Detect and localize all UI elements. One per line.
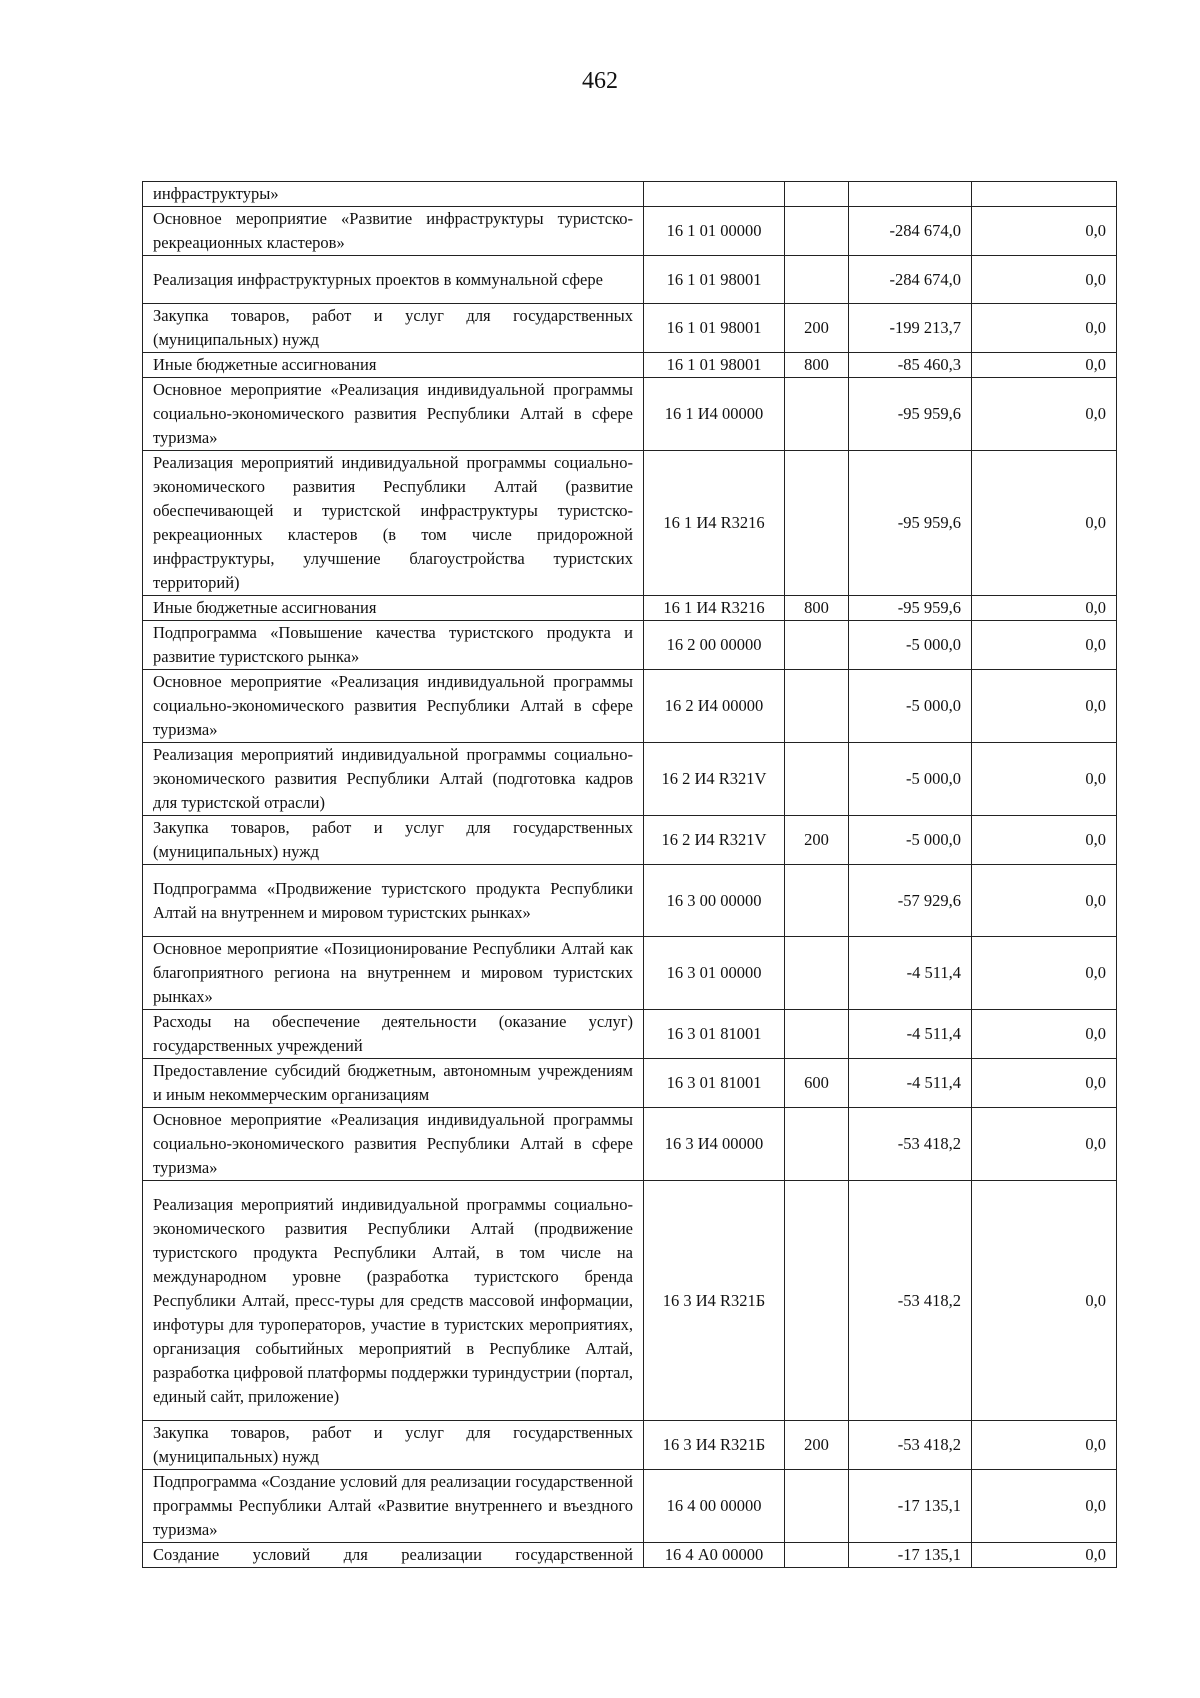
row-code: 16 1 01 98001	[644, 256, 785, 304]
row-code: 16 3 И4 R321Б	[644, 1421, 785, 1470]
row-amount-1: -53 418,2	[849, 1108, 972, 1181]
table-row	[143, 865, 1117, 937]
row-name: инфраструктуры»	[143, 182, 644, 207]
row-name: Основное мероприятие «Позиционирование Республики Алтай как благоприятного региона на внутреннем и мировом туристских рынках»	[143, 937, 644, 1010]
row-code: 16 3 01 81001	[644, 1059, 785, 1108]
row-amount-1: -95 959,6	[849, 596, 972, 621]
row-expense-type	[785, 743, 849, 816]
row-name: Закупка товаров, работ и услуг для государственных (муниципальных) нужд	[143, 304, 644, 353]
row-amount-2	[972, 182, 1117, 207]
row-code: 16 2 И4 R321V	[644, 816, 785, 865]
row-amount-1	[849, 182, 972, 207]
row-name: Основное мероприятие «Развитие инфраструктуры туристско-рекреационных кластеров»	[143, 207, 644, 256]
row-code: 16 1 И4 R3216	[644, 596, 785, 621]
row-code: 16 1 И4 R3216	[644, 451, 785, 596]
row-expense-type: 800	[785, 353, 849, 378]
row-expense-type	[785, 1181, 849, 1421]
row-name: Основное мероприятие «Реализация индивидуальной программы социально-экономического развития Республики Алтай в сфере туризма»	[143, 1108, 644, 1181]
row-amount-1: -4 511,4	[849, 1059, 972, 1108]
row-name: Основное мероприятие «Реализация индивидуальной программы социально-экономического развития Республики Алтай в сфере туризма»	[143, 378, 644, 451]
table-row	[143, 937, 1117, 1010]
row-expense-type	[785, 1470, 849, 1543]
row-expense-type: 600	[785, 1059, 849, 1108]
row-expense-type	[785, 670, 849, 743]
row-expense-type	[785, 207, 849, 256]
row-name: Подпрограмма «Создание условий для реализации государственной программы Республики Алтай «Развитие внутреннего и въездного туризма»	[143, 1470, 644, 1543]
row-amount-1: -53 418,2	[849, 1181, 972, 1421]
row-expense-type: 200	[785, 304, 849, 353]
row-code: 16 1 01 00000	[644, 207, 785, 256]
table-row	[143, 182, 1117, 207]
row-expense-type: 800	[785, 596, 849, 621]
row-amount-1: -95 959,6	[849, 451, 972, 596]
row-name: Реализация мероприятий индивидуальной программы социально-экономического развития Республики Алтай (подготовка кадров для туристской отрасли)	[143, 743, 644, 816]
row-expense-type	[785, 1543, 849, 1568]
row-amount-2: 0,0	[972, 596, 1117, 621]
page-number: 462	[582, 68, 618, 94]
row-amount-2: 0,0	[972, 256, 1117, 304]
row-expense-type	[785, 1010, 849, 1059]
row-amount-1: -53 418,2	[849, 1421, 972, 1470]
row-name: Подпрограмма «Повышение качества туристского продукта и развитие туристского рынка»	[143, 621, 644, 670]
row-expense-type	[785, 937, 849, 1010]
row-code: 16 3 И4 00000	[644, 1108, 785, 1181]
table-row	[143, 1059, 1117, 1108]
row-amount-2: 0,0	[972, 1470, 1117, 1543]
row-amount-2: 0,0	[972, 207, 1117, 256]
row-name: Реализация инфраструктурных проектов в коммунальной сфере	[143, 256, 644, 304]
row-amount-2: 0,0	[972, 304, 1117, 353]
table-row	[143, 1543, 1117, 1568]
row-amount-2: 0,0	[972, 1059, 1117, 1108]
row-amount-2: 0,0	[972, 816, 1117, 865]
row-code: 16 2 И4 00000	[644, 670, 785, 743]
row-amount-1: -5 000,0	[849, 670, 972, 743]
row-amount-1: -5 000,0	[849, 743, 972, 816]
row-code: 16 1 И4 00000	[644, 378, 785, 451]
row-name: Иные бюджетные ассигнования	[143, 353, 644, 378]
row-code: 16 4 А0 00000	[644, 1543, 785, 1568]
row-name: Реализация мероприятий индивидуальной программы социально-экономического развития Республики Алтай (продвижение туристского продукта Республики Алтай, в том числе на международном уровне (разработка туристского бренда Республики Алтай, пресс-туры для средств массовой информации, инфотуры для туроператоров, участие в туристских мероприятиях, организация событийных мероприятий в Республике Алтай, разработка цифровой платформы поддержки туриндустрии (портал, единый сайт, приложение)	[143, 1181, 644, 1421]
table-row	[143, 1470, 1117, 1543]
row-code: 16 4 00 00000	[644, 1470, 785, 1543]
row-amount-1: -85 460,3	[849, 353, 972, 378]
row-code: 16 3 01 81001	[644, 1010, 785, 1059]
row-code: 16 2 И4 R321V	[644, 743, 785, 816]
row-amount-1: -57 929,6	[849, 865, 972, 937]
row-code: 16 3 01 00000	[644, 937, 785, 1010]
row-code: 16 3 00 00000	[644, 865, 785, 937]
table-row	[143, 816, 1117, 865]
row-amount-1: -4 511,4	[849, 1010, 972, 1059]
table-row	[143, 670, 1117, 743]
row-amount-2: 0,0	[972, 353, 1117, 378]
table-row	[143, 1010, 1117, 1059]
row-code: 16 3 И4 R321Б	[644, 1181, 785, 1421]
row-amount-1: -17 135,1	[849, 1470, 972, 1543]
row-code: 16 2 00 00000	[644, 621, 785, 670]
row-amount-2: 0,0	[972, 451, 1117, 596]
table-row	[143, 621, 1117, 670]
row-name: Подпрограмма «Продвижение туристского продукта Республики Алтай на внутреннем и мировом туристских рынках»	[143, 865, 644, 937]
table-row	[143, 304, 1117, 353]
row-amount-2: 0,0	[972, 1421, 1117, 1470]
row-amount-2: 0,0	[972, 743, 1117, 816]
row-amount-1: -5 000,0	[849, 816, 972, 865]
table-row	[143, 451, 1117, 596]
row-amount-1: -95 959,6	[849, 378, 972, 451]
row-amount-1: -5 000,0	[849, 621, 972, 670]
table-row	[143, 256, 1117, 304]
row-amount-1: -284 674,0	[849, 256, 972, 304]
row-name: Расходы на обеспечение деятельности (оказание услуг) государственных учреждений	[143, 1010, 644, 1059]
row-expense-type	[785, 182, 849, 207]
row-amount-2: 0,0	[972, 1010, 1117, 1059]
row-expense-type: 200	[785, 816, 849, 865]
table-row	[143, 378, 1117, 451]
row-expense-type: 200	[785, 1421, 849, 1470]
row-expense-type	[785, 378, 849, 451]
table-row	[143, 207, 1117, 256]
row-name: Создание условий для реализации государственной	[143, 1543, 644, 1568]
table-row	[143, 743, 1117, 816]
table-row	[143, 1108, 1117, 1181]
row-amount-2: 0,0	[972, 865, 1117, 937]
row-name: Реализация мероприятий индивидуальной программы социально-экономического развития Республики Алтай (развитие обеспечивающей и туристской инфраструктуры туристско-рекреационных кластеров (в том числе придорожной инфраструктуры, улучшение благоустройства туристских территорий)	[143, 451, 644, 596]
row-amount-2: 0,0	[972, 670, 1117, 743]
row-name: Закупка товаров, работ и услуг для государственных (муниципальных) нужд	[143, 1421, 644, 1470]
row-amount-2: 0,0	[972, 378, 1117, 451]
budget-table	[142, 181, 1117, 1568]
row-code	[644, 182, 785, 207]
row-amount-1: -284 674,0	[849, 207, 972, 256]
row-expense-type	[785, 256, 849, 304]
row-name: Основное мероприятие «Реализация индивидуальной программы социально-экономического развития Республики Алтай в сфере туризма»	[143, 670, 644, 743]
row-amount-1: -4 511,4	[849, 937, 972, 1010]
row-code: 16 1 01 98001	[644, 353, 785, 378]
row-amount-2: 0,0	[972, 1108, 1117, 1181]
row-amount-1: -199 213,7	[849, 304, 972, 353]
row-amount-2: 0,0	[972, 621, 1117, 670]
row-code: 16 1 01 98001	[644, 304, 785, 353]
row-name: Предоставление субсидий бюджетным, автономным учреждениям и иным некоммерческим организациям	[143, 1059, 644, 1108]
table-row	[143, 596, 1117, 621]
row-amount-2: 0,0	[972, 1181, 1117, 1421]
row-expense-type	[785, 621, 849, 670]
table-row	[143, 1421, 1117, 1470]
table-row	[143, 353, 1117, 378]
row-expense-type	[785, 1108, 849, 1181]
row-expense-type	[785, 451, 849, 596]
row-amount-2: 0,0	[972, 1543, 1117, 1568]
row-name: Закупка товаров, работ и услуг для государственных (муниципальных) нужд	[143, 816, 644, 865]
row-name: Иные бюджетные ассигнования	[143, 596, 644, 621]
row-expense-type	[785, 865, 849, 937]
table-row	[143, 1181, 1117, 1421]
row-amount-1: -17 135,1	[849, 1543, 972, 1568]
row-amount-2: 0,0	[972, 937, 1117, 1010]
